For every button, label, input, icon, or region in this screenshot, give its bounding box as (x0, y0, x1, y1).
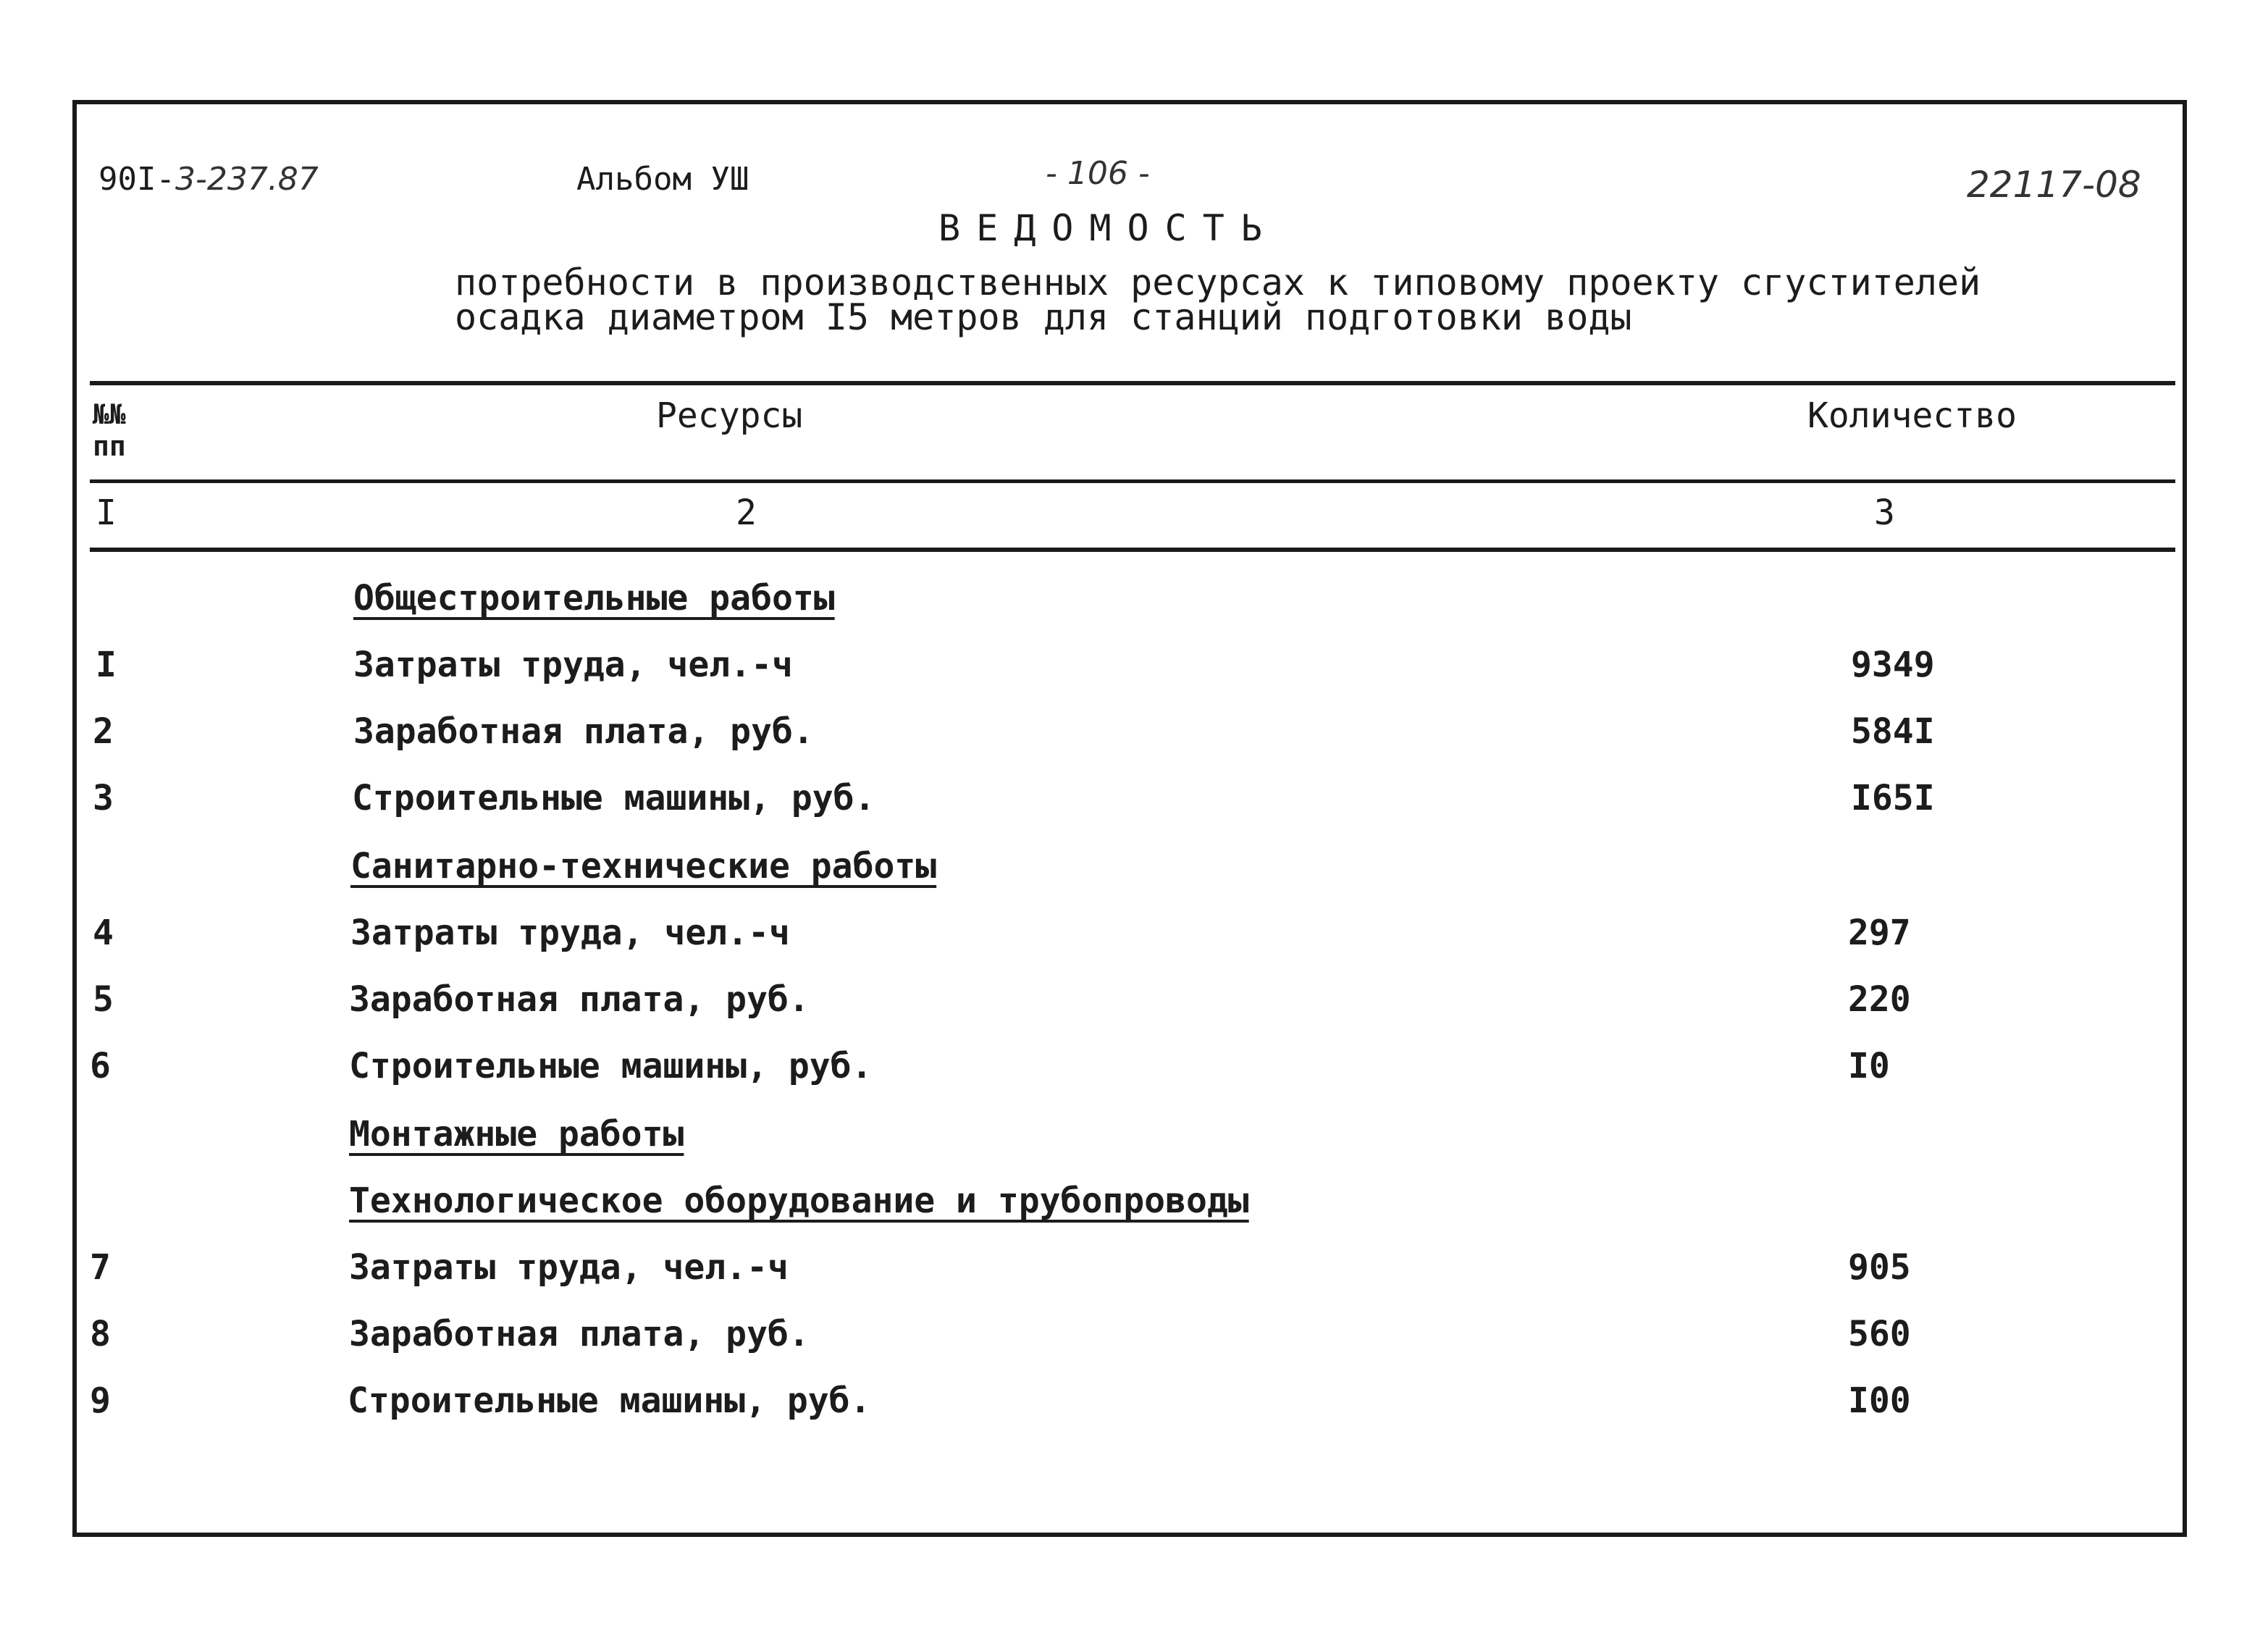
subtitle-line-1: потребности в производственных ресурсах к типовому проекту сгустителей (455, 261, 1981, 303)
row-resource: Затраты труда, чел.-ч (350, 913, 790, 953)
column-header-number-line2: пп (93, 430, 126, 462)
row-resource: Заработная плата, руб. (349, 1314, 810, 1354)
subtitle-line-2: осадка диаметром I5 метров для станций подготовки воды (455, 296, 1632, 338)
column-number-2: 2 (736, 493, 757, 533)
row-quantity: 560 (1848, 1314, 1911, 1354)
section-subheading: Технологическое оборудование и трубопроводы (349, 1181, 1249, 1221)
row-resource: Строительные машины, руб. (352, 778, 875, 818)
column-header-quantity: Количество (1807, 395, 2017, 436)
column-header-number-line1: №№ (93, 398, 126, 430)
row-quantity: 297 (1848, 913, 1911, 953)
row-quantity: I0 (1848, 1046, 1890, 1086)
column-header-resources: Ресурсы (656, 395, 803, 436)
row-quantity: 220 (1848, 979, 1911, 1020)
row-number: 3 (93, 778, 114, 818)
table-top-rule (90, 381, 2175, 385)
album-label: Альбом УШ (576, 161, 749, 198)
row-number: 6 (90, 1046, 111, 1086)
row-resource: Заработная плата, руб. (349, 979, 810, 1020)
row-number: 8 (90, 1314, 111, 1354)
column-header-number (93, 398, 126, 462)
row-resource: Затраты труда, чел.-ч (349, 1247, 789, 1288)
row-number: 9 (90, 1380, 111, 1421)
row-number: 4 (93, 913, 114, 953)
section-heading: Санитарно-технические работы (350, 846, 937, 887)
section-heading: Общестроительные работы (353, 578, 835, 619)
row-number: 7 (90, 1247, 111, 1288)
column-number-3: 3 (1874, 493, 1895, 533)
document-number: 22117-08 (1967, 164, 2141, 206)
column-number-1: I (96, 493, 117, 533)
row-quantity: I65I (1851, 778, 1935, 818)
page-number: - 106 - (1046, 155, 1150, 192)
doc-code-typed: 90I- (98, 161, 175, 198)
header-rule (90, 479, 2175, 483)
row-number: I (96, 645, 117, 685)
row-number: 2 (93, 711, 114, 752)
column-numbers-rule (90, 548, 2175, 552)
row-number: 5 (93, 979, 114, 1020)
doc-code-handwritten: 3-237.87 (175, 161, 319, 198)
row-resource: Заработная плата, руб. (353, 711, 814, 752)
row-quantity: 9349 (1851, 645, 1935, 685)
row-resource: Строительные машины, руб. (349, 1046, 873, 1086)
row-quantity: 584I (1851, 711, 1935, 752)
section-heading: Монтажные работы (349, 1114, 684, 1154)
doc-code (98, 161, 319, 198)
row-resource: Строительные машины, руб. (348, 1380, 871, 1421)
row-resource: Затраты труда, чел.-ч (353, 645, 793, 685)
row-quantity: 905 (1848, 1247, 1911, 1288)
row-quantity: I00 (1848, 1380, 1911, 1421)
page-title: ВЕДОМОСТЬ (938, 207, 1278, 249)
